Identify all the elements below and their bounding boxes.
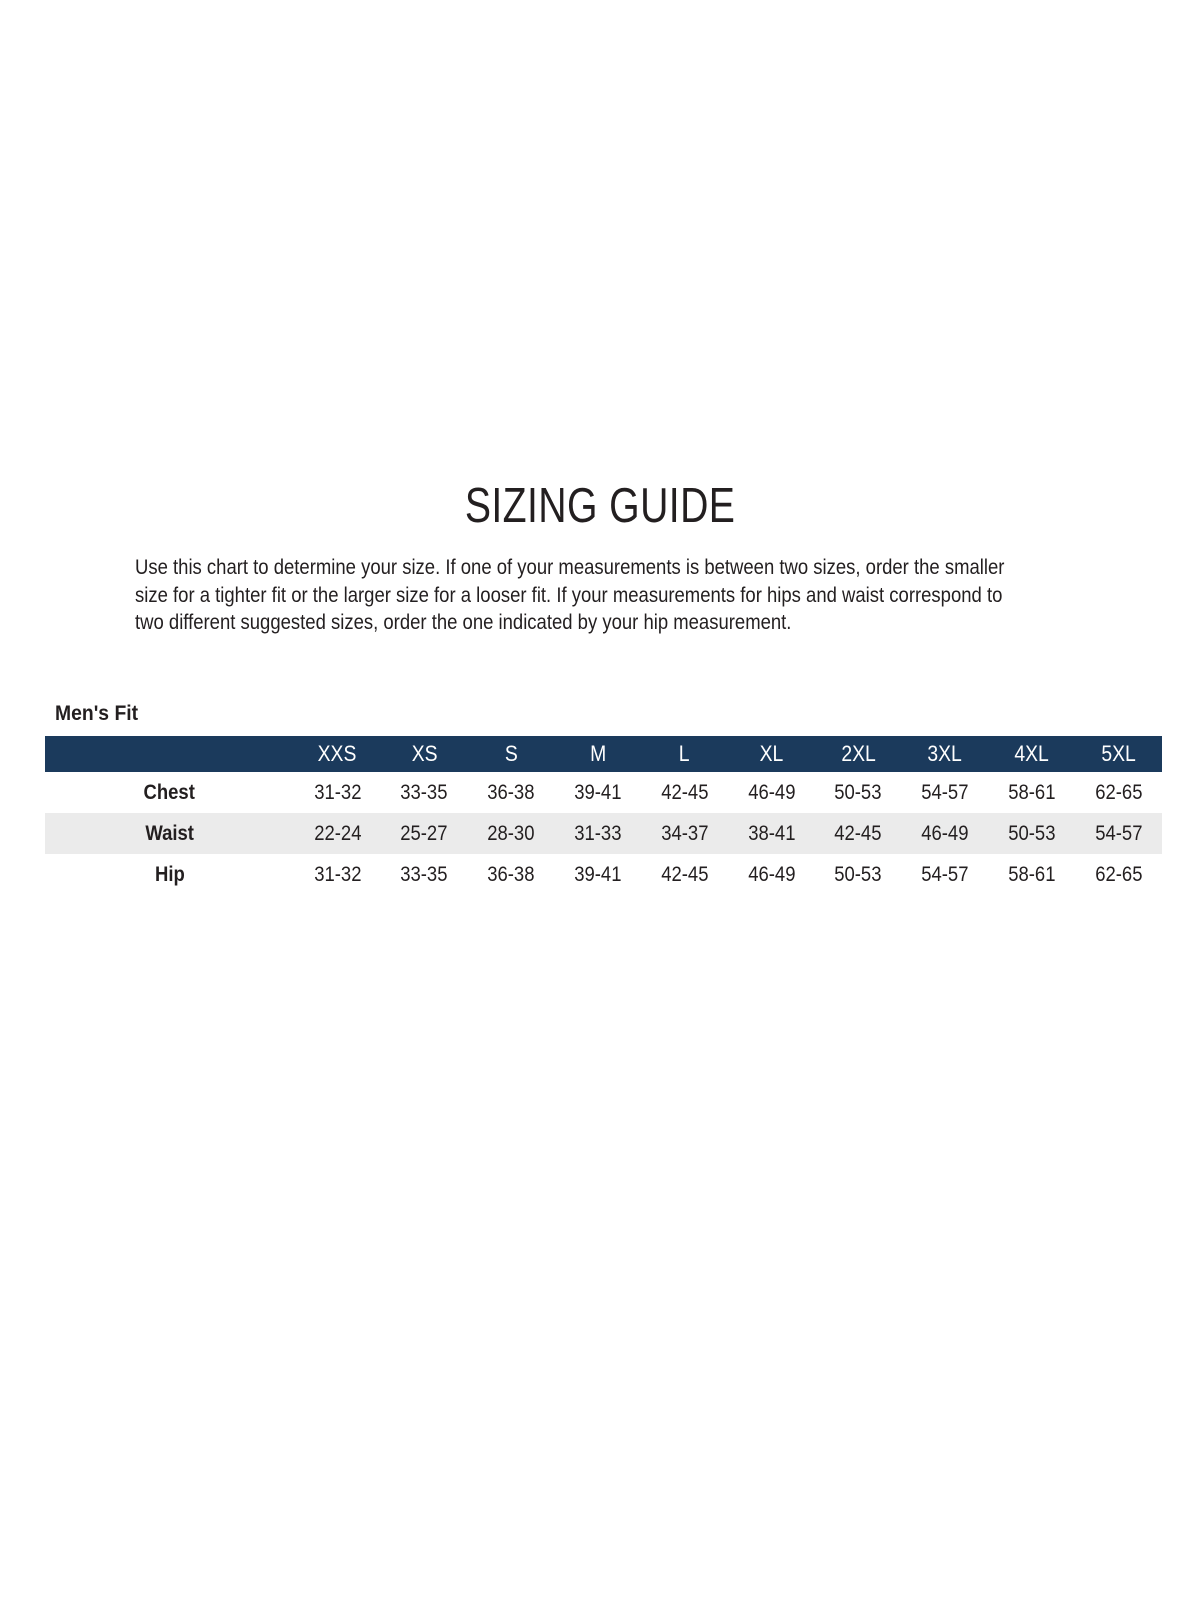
- size-cell-chest-2xl: [815, 781, 902, 805]
- size-cell-hip-xxs: [294, 863, 381, 887]
- size-cell-chest-2xl-text: 50-53: [834, 780, 882, 804]
- size-cell-waist-xxs-text: 22-24: [313, 821, 362, 845]
- size-cell-waist-5xl-text: 54-57: [1094, 821, 1143, 845]
- size-cell-hip-m-text: 39-41: [574, 862, 622, 886]
- size-column-header-3xl-text: 3XL: [927, 741, 963, 766]
- size-column-header-4xl-text: 4XL: [1014, 741, 1049, 766]
- size-cell-hip-s: [468, 863, 555, 887]
- size-cell-hip-2xl: [815, 863, 902, 887]
- size-column-header-m-text: M: [589, 741, 606, 766]
- size-cell-hip-xl: [728, 863, 815, 887]
- size-cell-waist-3xl-text: 46-49: [921, 821, 969, 845]
- size-cell-chest-xxs: [294, 781, 381, 805]
- size-cell-chest-xl-text: 46-49: [747, 780, 796, 804]
- size-cell-hip-2xl-text: 50-53: [834, 862, 882, 886]
- size-cell-waist-xs: [381, 822, 468, 846]
- size-cell-chest-xs: [381, 781, 468, 805]
- size-column-header-2xl: [815, 741, 902, 767]
- size-cell-chest-4xl: [988, 781, 1075, 805]
- size-cell-chest-l-text: 42-45: [660, 780, 709, 804]
- size-cell-waist-4xl-text: 50-53: [1008, 821, 1056, 845]
- size-column-header-5xl: [1075, 741, 1162, 767]
- size-cell-waist-3xl: [902, 822, 989, 846]
- size-cell-chest-m: [554, 781, 641, 805]
- size-cell-chest-xxs-text: 31-32: [313, 780, 362, 804]
- page-title: [0, 480, 1200, 534]
- size-cell-chest-3xl-text: 54-57: [921, 780, 969, 804]
- size-column-header-l-text: L: [679, 741, 690, 766]
- size-cell-waist-m: [554, 822, 641, 846]
- size-cell-waist-2xl-text: 42-45: [834, 821, 882, 845]
- size-cell-waist-l: [641, 822, 728, 846]
- size-cell-hip-5xl: [1075, 863, 1162, 887]
- size-cell-waist-xl: [728, 822, 815, 846]
- size-table-corner: [45, 741, 294, 767]
- size-cell-chest-xl: [728, 781, 815, 805]
- size-table-row-waist: [45, 813, 1162, 854]
- size-cell-chest-l: [641, 781, 728, 805]
- size-cell-waist-5xl: [1075, 822, 1162, 846]
- size-column-header-4xl: [988, 741, 1075, 767]
- size-cell-hip-4xl: [988, 863, 1075, 887]
- size-table-row-chest: [45, 772, 1162, 813]
- size-cell-chest-4xl-text: 58-61: [1008, 780, 1056, 804]
- size-column-header-xs-text: XS: [411, 741, 438, 766]
- size-cell-hip-xs: [381, 863, 468, 887]
- size-cell-hip-s-text: 36-38: [487, 862, 535, 886]
- size-cell-waist-4xl: [988, 822, 1075, 846]
- size-cell-chest-s: [468, 781, 555, 805]
- size-cell-chest-xs-text: 33-35: [400, 780, 448, 804]
- size-cell-chest-5xl: [1075, 781, 1162, 805]
- size-column-header-xs: [381, 741, 468, 767]
- size-column-header-s-text: S: [504, 741, 518, 766]
- size-cell-hip-3xl: [902, 863, 989, 887]
- row-label-waist-text: Waist: [145, 821, 194, 845]
- size-column-header-s: [468, 741, 555, 767]
- size-cell-waist-s: [468, 822, 555, 846]
- section-label: [55, 701, 147, 725]
- size-cell-hip-xs-text: 33-35: [400, 862, 448, 886]
- size-column-header-m: [554, 741, 641, 767]
- size-column-header-xxs: [294, 741, 381, 767]
- size-cell-hip-l: [641, 863, 728, 887]
- size-column-header-xl: [728, 741, 815, 767]
- size-cell-waist-xs-text: 25-27: [400, 821, 448, 845]
- size-column-header-xl-text: XL: [759, 741, 784, 766]
- size-cell-waist-l-text: 34-37: [660, 821, 709, 845]
- row-label-chest: [45, 781, 294, 805]
- size-cell-hip-l-text: 42-45: [660, 862, 709, 886]
- size-cell-waist-s-text: 28-30: [487, 821, 535, 845]
- page-title-text: SIZING GUIDE: [464, 479, 736, 533]
- size-cell-chest-m-text: 39-41: [574, 780, 622, 804]
- row-label-waist: [45, 822, 294, 846]
- size-cell-waist-m-text: 31-33: [574, 821, 622, 845]
- size-cell-chest-3xl: [902, 781, 989, 805]
- size-table: [45, 736, 1162, 895]
- intro-line-2: size for a tighter fit or the larger size for a looser fit. If your measurements for hips and waist correspond to: [135, 582, 1003, 607]
- size-column-header-l: [641, 741, 728, 767]
- size-cell-chest-s-text: 36-38: [487, 780, 535, 804]
- size-cell-waist-xl-text: 38-41: [747, 821, 796, 845]
- size-cell-chest-5xl-text: 62-65: [1094, 780, 1143, 804]
- size-cell-hip-xl-text: 46-49: [747, 862, 796, 886]
- size-cell-hip-m: [554, 863, 641, 887]
- size-cell-waist-xxs: [294, 822, 381, 846]
- size-column-header-xxs-text: XXS: [318, 741, 357, 766]
- intro-line-3: two different suggested sizes, order the one indicated by your hip measurement.: [135, 610, 792, 635]
- row-label-hip: [45, 863, 294, 887]
- size-cell-hip-4xl-text: 58-61: [1008, 862, 1056, 886]
- size-table-header-row: [45, 736, 1162, 772]
- intro-paragraph: [135, 554, 1146, 637]
- size-cell-hip-3xl-text: 54-57: [921, 862, 969, 886]
- row-label-hip-text: Hip: [154, 862, 185, 886]
- size-column-header-5xl-text: 5XL: [1101, 741, 1136, 766]
- size-column-header-3xl: [902, 741, 989, 767]
- size-cell-waist-2xl: [815, 822, 902, 846]
- size-table-row-hip: [45, 854, 1162, 895]
- intro-line-1: Use this chart to determine your size. If one of your measurements is between two sizes, order the smaller: [135, 555, 1005, 579]
- size-column-header-2xl-text: 2XL: [840, 741, 876, 766]
- row-label-chest-text: Chest: [143, 780, 196, 804]
- size-cell-hip-5xl-text: 62-65: [1094, 862, 1143, 886]
- section-label-text: Men's Fit: [55, 701, 139, 725]
- size-cell-hip-xxs-text: 31-32: [313, 862, 362, 886]
